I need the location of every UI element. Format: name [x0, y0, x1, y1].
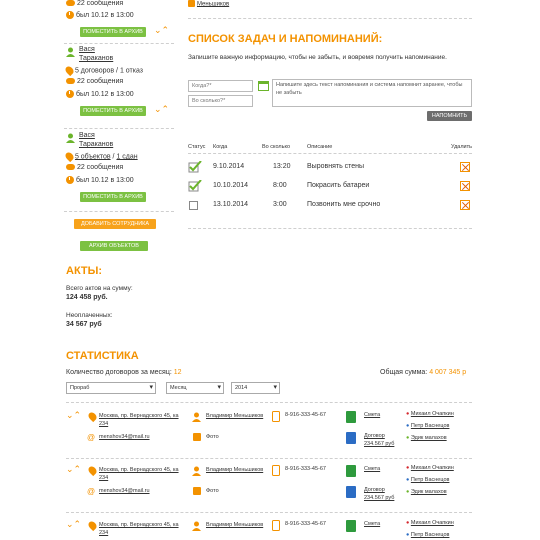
month-select[interactable]: Месяц ▾	[166, 382, 224, 394]
person-line: ● Михаил Очапкин	[406, 411, 454, 417]
contracts-row: 5 договоров / 1 отказ	[66, 66, 143, 75]
col-when: Когда	[213, 144, 228, 150]
divider	[188, 228, 472, 229]
last-seen-row: был 10.12 в 13:00	[66, 176, 134, 184]
reminder-textarea[interactable]: Напишите здесь текст напоминания и система напомнит заранее, чтобы не забыть	[272, 79, 472, 107]
divider	[64, 43, 174, 44]
message-icon	[66, 78, 75, 84]
when-input[interactable]	[188, 80, 253, 92]
archive-button[interactable]: ПОМЕСТИТЬ В АРХИВ	[80, 192, 146, 202]
archive-button[interactable]: ПОМЕСТИТЬ В АРХИВ	[80, 27, 146, 37]
word-icon[interactable]	[346, 432, 356, 444]
user-icon	[66, 133, 75, 143]
checkbox[interactable]	[189, 201, 198, 210]
divider	[64, 211, 174, 212]
person-line: ● Эдик малахов	[406, 435, 447, 441]
divider	[66, 458, 472, 459]
stat-row: ⌄⌃ Москва, пр. Вернадского 45, ка 234 @ menshov34@mail.ru Владимир Меньшиков Фото 8-916-333-45-67 Смета Договор 234.567 руб ● Михаил Очапкин ● Петр Васнецов ● Эдик малахов	[66, 410, 454, 447]
archive-objects-button[interactable]: АРХИВ ОБЪЕКТОВ	[80, 241, 148, 251]
user-icon	[192, 521, 201, 531]
pin-icon	[64, 65, 75, 76]
task-row: 13.10.2014 3:00 Позвонить мне срочно	[188, 199, 472, 213]
user-card-1	[66, 46, 176, 126]
checked-icon[interactable]	[188, 180, 202, 192]
task-row: 10.10.2014 8:00 Покрасить батареи	[188, 180, 472, 194]
col-desc: Описание	[307, 144, 333, 150]
sort-arrows-icon[interactable]: ⌄⌃	[66, 464, 82, 474]
person-line: ● Михаил Очапкин	[406, 520, 454, 526]
email-icon: @	[87, 433, 96, 442]
tasks-title: СПИСОК ЗАДАЧ И НАПОМИНАНИЙ:	[188, 33, 383, 45]
last-seen-row: был 10.12 в 13:00	[66, 11, 134, 19]
user-icon	[192, 466, 201, 476]
divider	[66, 402, 472, 403]
col-delete: Удалить	[451, 144, 472, 150]
divider	[66, 512, 472, 513]
delete-icon[interactable]	[460, 162, 470, 172]
stat-row: ⌄⌃ Москва, пр. Вернадского 45, ка 234 Владимир Меньшиков 8-916-333-45-67 Смета ● Михаил Очапкин ● Петр Васнецов	[66, 519, 454, 538]
last-seen-row: был 10.12 в 13:00	[66, 90, 134, 98]
divider	[64, 128, 174, 129]
sort-arrows-icon[interactable]: ⌄⌃	[154, 25, 170, 35]
task-row: 9.10.2014 13:20 Выровнять стены	[188, 161, 472, 175]
delete-icon[interactable]	[460, 200, 470, 210]
user-card-0	[66, 0, 176, 40]
remind-button[interactable]: НАПОМНИТЬ	[427, 111, 472, 121]
user-icon	[192, 412, 201, 422]
acts-unpaid-label: Неоплаченных:	[66, 312, 113, 319]
message-icon	[66, 0, 75, 6]
stats-count: Количество договоров за месяц: 12	[66, 369, 182, 376]
clock-icon	[66, 176, 74, 184]
person-line: ● Михаил Очапкин	[406, 465, 454, 471]
checked-icon[interactable]	[188, 161, 202, 173]
pin-icon	[64, 151, 75, 162]
photo-icon	[193, 433, 201, 441]
person-line: ● Петр Васнецов	[406, 477, 450, 483]
user-last-name[interactable]: Тараканов	[79, 141, 114, 148]
word-icon[interactable]	[346, 486, 356, 498]
messages-row: 22 сообщения	[66, 164, 123, 171]
calendar-icon[interactable]	[258, 80, 269, 91]
acts-total: 124 458 руб.	[66, 294, 108, 301]
stats-title: СТАТИСТИКА	[66, 350, 139, 362]
excel-icon[interactable]	[346, 411, 356, 423]
acts-title: АКТЫ:	[66, 265, 103, 277]
messages-row: 22 сообщения	[66, 0, 123, 7]
year-select[interactable]: 2014 ▾	[231, 382, 280, 394]
acts-unpaid: 34 567 руб	[66, 321, 102, 328]
phone-icon	[272, 465, 280, 476]
photo-icon	[193, 487, 201, 495]
delete-icon[interactable]	[460, 181, 470, 191]
messages-row: 22 сообщения	[66, 78, 123, 85]
excel-icon[interactable]	[346, 465, 356, 477]
person-line: ● Петр Васнецов	[406, 423, 450, 429]
col-status: Статус	[188, 144, 206, 150]
person-line: ● Эдик малахов	[406, 489, 447, 495]
pin-icon	[87, 520, 98, 531]
foreman-select[interactable]: Прораб ▾	[66, 382, 156, 394]
user-first-name[interactable]: Вася	[79, 46, 95, 53]
email-icon: @	[87, 487, 96, 496]
stat-row: ⌄⌃ Москва, пр. Вернадского 45, ка 234 @ menshov34@mail.ru Владимир Меньшиков Фото 8-916-333-45-67 Смета Договор 234.567 руб ● Михаил Очапкин ● Петр Васнецов ● Эдик малахов	[66, 464, 454, 501]
user-last-name[interactable]: Тараканов	[79, 55, 114, 62]
pin-icon	[87, 465, 98, 476]
top-person: Меньшиков	[188, 0, 278, 7]
tasks-subtitle: Запишите важную информацию, чтобы не забыть, и вовремя получить напоминание.	[188, 54, 447, 61]
excel-icon[interactable]	[346, 520, 356, 532]
time-input[interactable]	[188, 95, 253, 107]
user-card-2	[66, 132, 176, 212]
stats-sum: Общая сумма: 4 007 345 р	[380, 369, 467, 376]
sort-arrows-icon[interactable]: ⌄⌃	[66, 410, 82, 420]
phone-icon	[272, 520, 280, 531]
phone-icon	[272, 411, 280, 422]
sort-arrows-icon[interactable]: ⌄⌃	[154, 104, 170, 114]
pin-icon	[87, 411, 98, 422]
clock-icon	[66, 90, 74, 98]
acts-total-label: Всего актов на сумму:	[66, 285, 133, 292]
divider	[188, 153, 472, 154]
col-time: Во сколько	[262, 144, 291, 150]
photo-icon	[188, 0, 195, 7]
person-line: ● Петр Васнецов	[406, 532, 450, 538]
add-employee-button[interactable]: ДОБАВИТЬ СОТРУДНИКА	[74, 219, 156, 229]
sort-arrows-icon[interactable]: ⌄⌃	[66, 519, 82, 529]
objects-row: 5 объектов / 1 сдан	[66, 152, 138, 161]
archive-button[interactable]: ПОМЕСТИТЬ В АРХИВ	[80, 106, 146, 116]
clock-icon	[66, 11, 74, 19]
user-first-name[interactable]: Вася	[79, 132, 95, 139]
divider	[188, 18, 472, 19]
message-icon	[66, 164, 75, 170]
user-icon	[66, 47, 75, 57]
